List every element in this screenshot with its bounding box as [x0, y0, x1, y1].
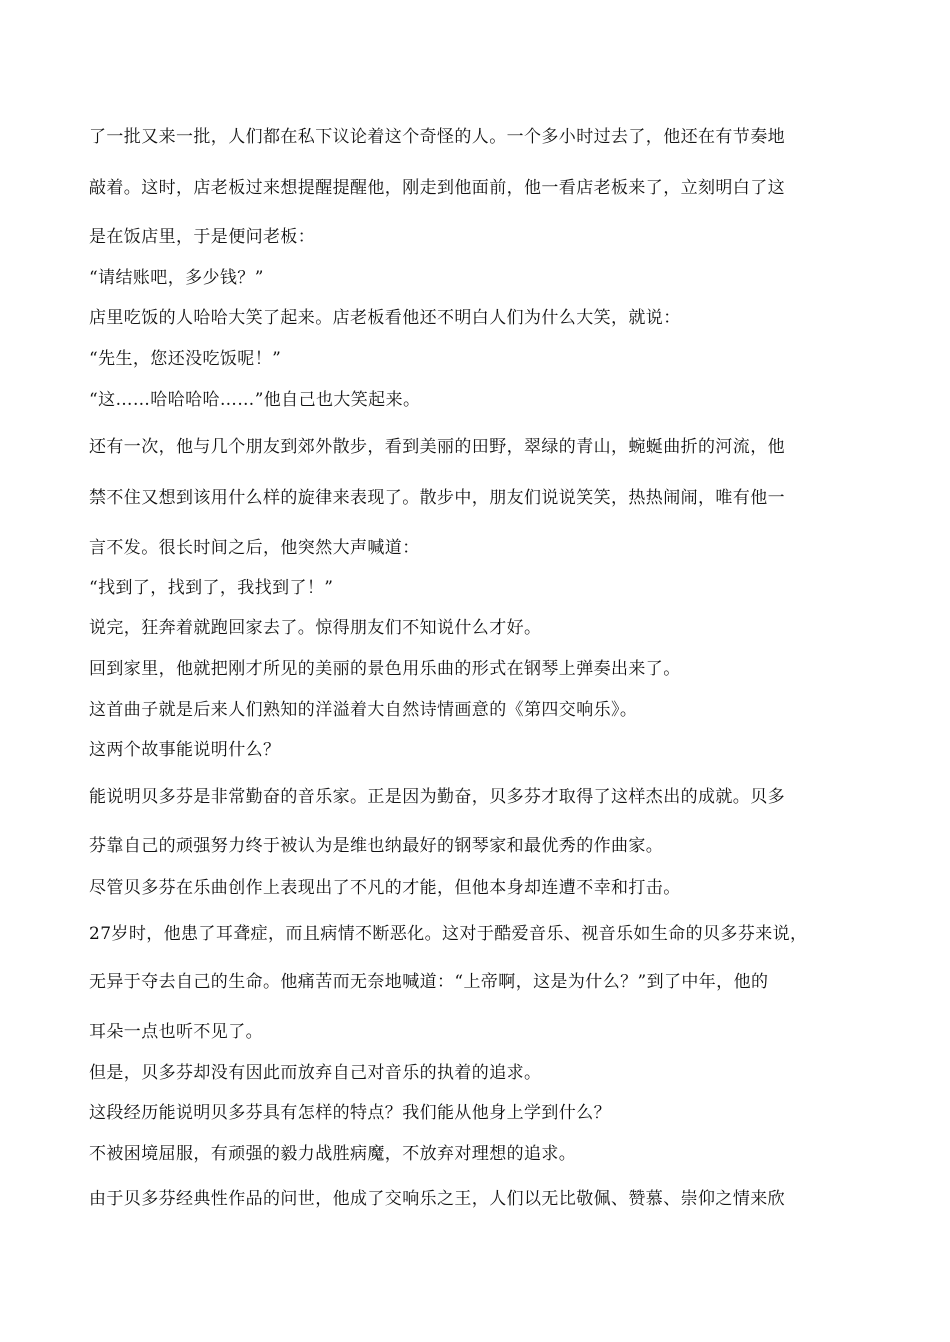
text-line: “请结账吧，多少钱？”	[89, 268, 264, 288]
text-line: 这段经历能说明贝多芬具有怎样的特点？我们能从他身上学到什么？	[89, 1103, 611, 1123]
text-line: 由于贝多芬经典性作品的问世，他成了交响乐之王，人们以无比敬佩、赞慕、崇仰之情来欣	[89, 1189, 785, 1209]
text-line: “这……哈哈哈哈……”他自己也大笑起来。	[89, 390, 421, 410]
text-line: “找到了，找到了，我找到了！”	[89, 578, 334, 598]
text-line: 芬靠自己的顽强努力终于被认为是维也纳最好的钢琴家和最优秀的作曲家。	[89, 836, 664, 856]
text-line: 能说明贝多芬是非常勤奋的音乐家。正是因为勤奋，贝多芬才取得了这样杰出的成就。贝多	[89, 787, 785, 807]
text-line: 是在饭店里，于是便问老板：	[89, 227, 316, 247]
text-line: 27岁时，他患了耳聋症，而且病情不断恶化。这对于酷爱音乐、视音乐如生命的贝多芬来说，	[89, 924, 808, 944]
text-line: 敲着。这时，店老板过来想提醒提醒他，刚走到他面前，他一看店老板来了，立刻明白了这	[89, 178, 785, 198]
text-line: 还有一次，他与几个朋友到郊外散步，看到美丽的田野，翠绿的青山，蜿蜒曲折的河流，他	[89, 437, 785, 457]
text-line: 说完，狂奔着就跑回家去了。惊得朋友们不知说什么才好。	[89, 618, 542, 638]
text-line: 禁不住又想到该用什么样的旋律来表现了。散步中，朋友们说说笑笑，热热闹闹，唯有他一	[89, 488, 785, 508]
text-line: 无异于夺去自己的生命。他痛苦而无奈地喊道：“上帝啊，这是为什么？”到了中年，他的	[89, 972, 769, 992]
text-line: 这两个故事能说明什么？	[89, 740, 281, 760]
text-line: 耳朵一点也听不见了。	[89, 1022, 263, 1042]
text-line: 但是，贝多芬却没有因此而放弃自己对音乐的执着的追求。	[89, 1063, 542, 1083]
text-line: 店里吃饭的人哈哈大笑了起来。店老板看他还不明白人们为什么大笑，就说：	[89, 308, 681, 328]
text-line: 不被困境屈服，有顽强的毅力战胜病魔，不放弃对理想的追求。	[89, 1144, 577, 1164]
text-line: 回到家里，他就把刚才所见的美丽的景色用乐曲的形式在钢琴上弹奏出来了。	[89, 659, 681, 679]
text-line: 言不发。很长时间之后，他突然大声喊道：	[89, 538, 420, 558]
text-line: 了一批又来一批，人们都在私下议论着这个奇怪的人。一个多小时过去了，他还在有节奏地	[89, 127, 785, 147]
text-line: 尽管贝多芬在乐曲创作上表现出了不凡的才能，但他本身却连遭不幸和打击。	[89, 878, 681, 898]
text-line: “先生，您还没吃饭呢！”	[89, 349, 282, 369]
text-line: 这首曲子就是后来人们熟知的洋溢着大自然诗情画意的《第四交响乐》。	[89, 700, 638, 720]
